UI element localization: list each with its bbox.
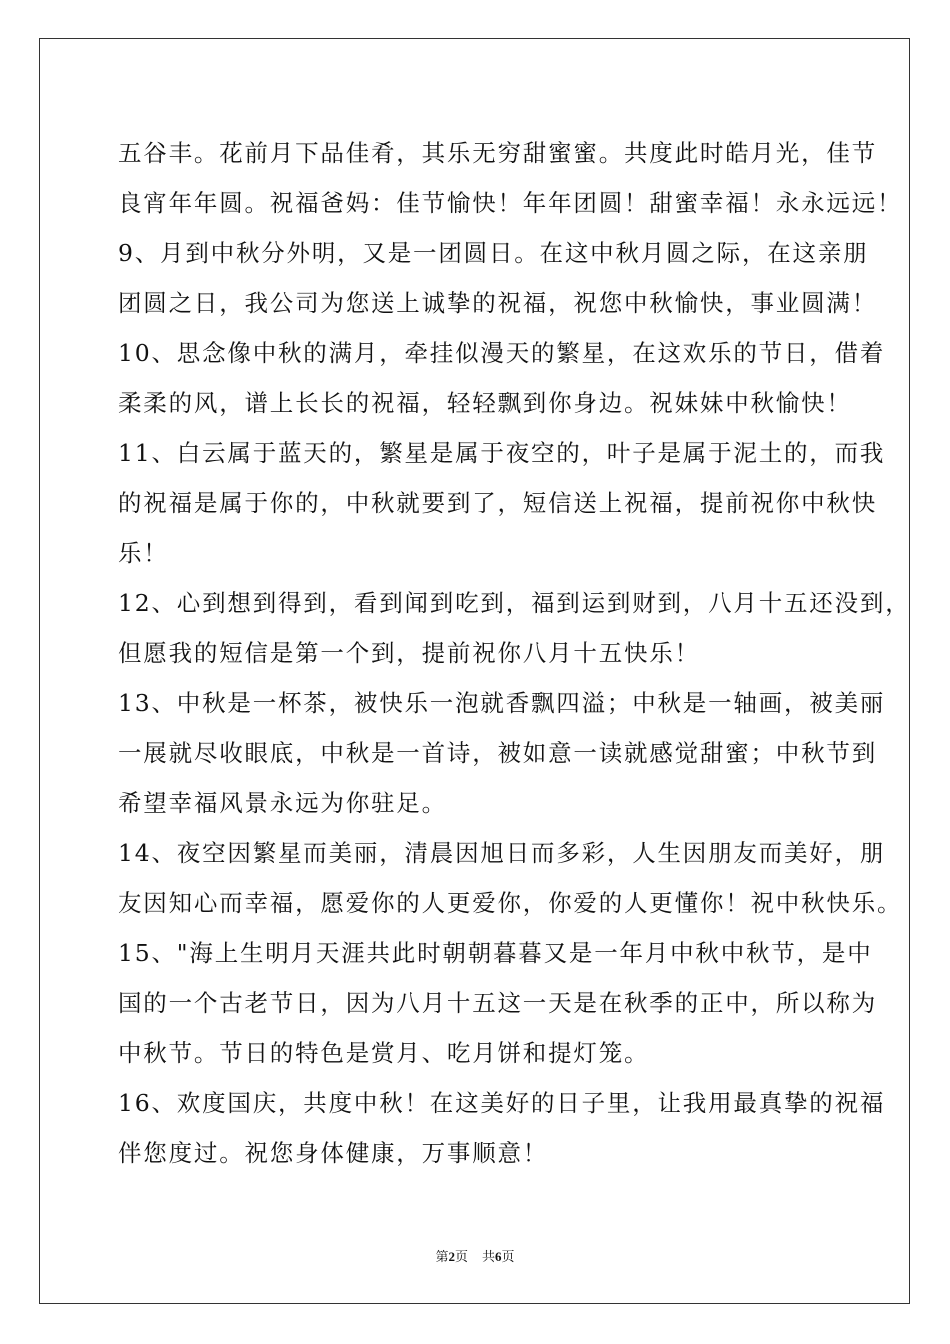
text-line: 12、心到想到得到，看到闻到吃到，福到运到财到，八月十五还没到， xyxy=(118,589,911,617)
text-line: 14、夜空因繁星而美丽，清晨因旭日而多彩，人生因朋友而美好，朋 xyxy=(118,839,886,867)
text-line: 乐！ xyxy=(118,539,169,567)
text-line: 15、"海上生明月天涯共此时朝朝暮暮又是一年月中秋中秋节，是中 xyxy=(118,939,873,967)
total-pages: 6 xyxy=(495,1249,502,1264)
text-line: 11、白云属于蓝天的，繁星是属于夜空的，叶子是属于泥土的，而我 xyxy=(118,439,886,467)
text-line: 9、月到中秋分外明，又是一团圆日。在这中秋月圆之际，在这亲朋 xyxy=(118,239,869,267)
text-line: 但愿我的短信是第一个到，提前祝你八月十五快乐！ xyxy=(118,639,700,667)
text-line: 五谷丰。花前月下品佳肴，其乐无穷甜蜜蜜。共度此时皓月光，佳节 xyxy=(118,139,877,167)
text-line: 中秋节。节日的特色是赏月、吃月饼和提灯笼。 xyxy=(118,1039,650,1067)
page-suffix: 页 xyxy=(454,1250,468,1265)
text-line: 16、欢度国庆，共度中秋！在这美好的日子里，让我用最真挚的祝福 xyxy=(118,1089,886,1117)
text-line: 一展就尽收眼底，中秋是一首诗，被如意一读就感觉甜蜜；中秋节到 xyxy=(118,739,877,767)
text-line: 13、中秋是一杯茶，被快乐一泡就香飘四溢；中秋是一轴画，被美丽 xyxy=(118,689,886,717)
text-line: 希望幸福风景永远为你驻足。 xyxy=(118,789,447,817)
document-body xyxy=(118,128,911,1178)
text-line: 柔柔的风，谱上长长的祝福，轻轻飘到你身边。祝妹妹中秋愉快！ xyxy=(118,389,852,417)
text-line: 伴您度过。祝您身体健康，万事顺意！ xyxy=(118,1139,549,1167)
page-number: 2 xyxy=(448,1249,455,1264)
total-suffix: 页 xyxy=(501,1250,515,1265)
text-line: 友因知心而幸福，愿爱你的人更爱你，你爱的人更懂你！祝中秋快乐。 xyxy=(118,889,903,917)
text-line: 10、思念像中秋的满月，牵挂似漫天的繁星，在这欢乐的节日，借着 xyxy=(118,339,886,367)
total-prefix: 共 xyxy=(482,1250,496,1265)
text-line: 国的一个古老节日，因为八月十五这一天是在秋季的正中，所以称为 xyxy=(118,989,877,1017)
page-prefix: 第 xyxy=(435,1250,449,1265)
page-footer xyxy=(0,1246,950,1265)
text-line: 的祝福是属于你的，中秋就要到了，短信送上祝福，提前祝你中秋快 xyxy=(118,489,877,517)
text-line: 良宵年年圆。祝福爸妈：佳节愉快！年年团圆！甜蜜幸福！永永远远！ xyxy=(118,189,903,217)
text-line: 团圆之日，我公司为您送上诚挚的祝福，祝您中秋愉快，事业圆满！ xyxy=(118,289,877,317)
